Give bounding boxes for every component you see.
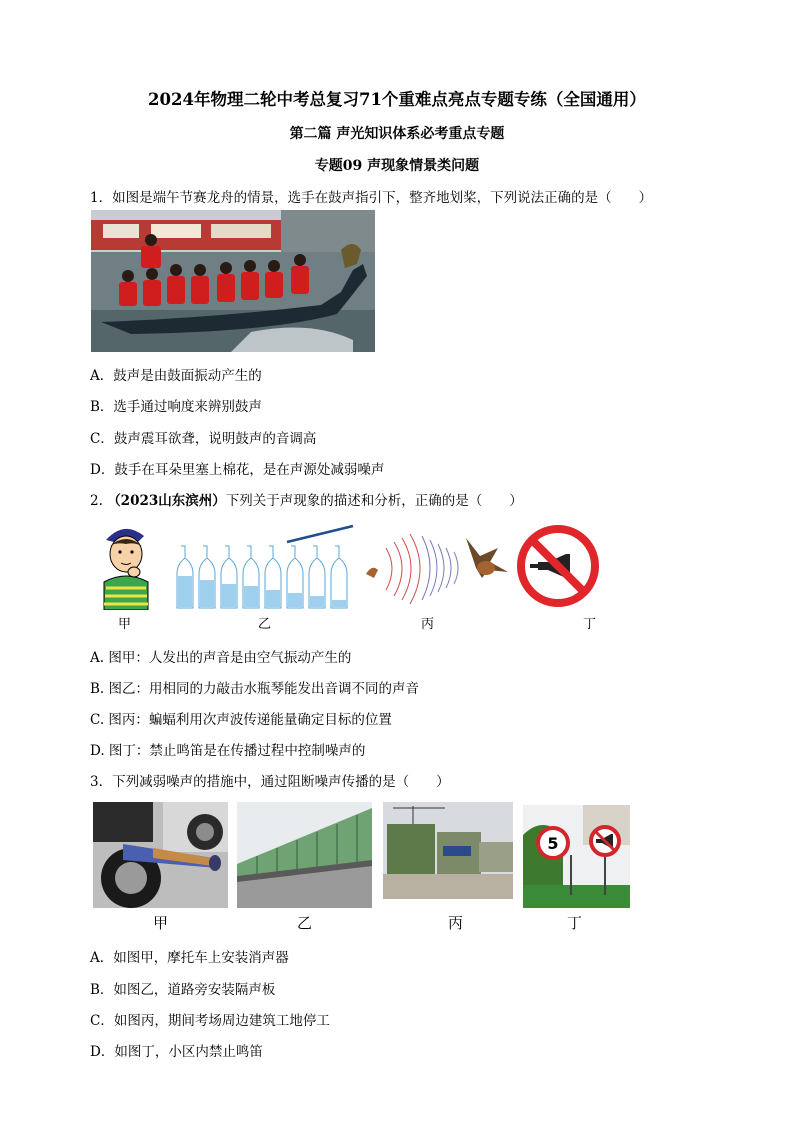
- part-title: 第二篇 声光知识体系必考重点专题: [289, 126, 505, 142]
- q1-option-d: D．鼓手在耳朵里塞上棉花，是在声源处减弱噪声: [90, 462, 385, 478]
- topic-title: 专题09 声现象情景类问题: [314, 158, 480, 174]
- water-bottles-figure: [175, 524, 355, 610]
- q3-caption-yi: 乙: [297, 914, 313, 932]
- motorcycle-muffler-photo: [93, 802, 228, 908]
- sound-barrier-photo: [237, 802, 372, 908]
- q2-stem: 下列关于声现象的描述和分析，正确的是（ ）: [225, 493, 523, 509]
- q3-option-b: B．如图乙，道路旁安装隔声板: [90, 982, 276, 998]
- q2-option-b: B. 图乙：用相同的力敲击水瓶琴能发出音调不同的声音: [90, 681, 420, 697]
- speed-limit-number: 5: [547, 834, 559, 853]
- q2-option-c: C. 图丙：蝙蝠利用次声波传递能量确定目标的位置: [90, 712, 392, 728]
- q2-option-d: D. 图丁：禁止鸣笛是在传播过程中控制噪声的: [90, 743, 366, 759]
- bat-echolocation-figure: [362, 528, 512, 608]
- q2-caption-ding: 丁: [583, 617, 597, 632]
- no-horn-sign: [516, 524, 600, 608]
- q3-option-c: C．如图丙，期间考场周边建筑工地停工: [90, 1013, 330, 1029]
- q3-caption-jia: 甲: [153, 914, 169, 932]
- q3-caption-bing: 丙: [448, 914, 464, 932]
- dragon-boat-photo: [91, 210, 375, 352]
- q1-stem: 1．如图是端午节赛龙舟的情景，选手在鼓声指引下，整齐地划桨，下列说法正确的是（ ）: [90, 190, 653, 206]
- q3-option-d: D．如图丁，小区内禁止鸣笛: [90, 1044, 263, 1060]
- q2-caption-jia: 甲: [118, 617, 132, 632]
- q2-number: 2.: [90, 493, 103, 509]
- page-title: 2024年物理二轮中考总复习71个重难点亮点专题专练（全国通用）: [148, 90, 646, 109]
- q2-source: （2023山东滨州）: [107, 493, 226, 509]
- q2-option-a: A. 图甲：人发出的声音是由空气振动产生的: [90, 650, 352, 666]
- construction-site-photo: [383, 802, 513, 899]
- q3-stem: 3．下列减弱噪声的措施中，通过阻断噪声传播的是（ ）: [90, 774, 450, 790]
- q3-caption-ding: 丁: [567, 914, 583, 932]
- q1-option-c: C．鼓声震耳欲聋，说明鼓声的音调高: [90, 431, 317, 447]
- q1-option-a: A．鼓声是由鼓面振动产生的: [90, 368, 262, 384]
- q2-caption-yi: 乙: [258, 617, 272, 632]
- boy-figure: [94, 520, 156, 610]
- q1-option-b: B．选手通过响度来辨别鼓声: [90, 399, 262, 415]
- q2-caption-bing: 丙: [421, 617, 435, 632]
- signs-photo: [523, 805, 630, 908]
- q3-option-a: A．如图甲，摩托车上安装消声器: [90, 950, 289, 966]
- q2-stem-line: [90, 489, 523, 509]
